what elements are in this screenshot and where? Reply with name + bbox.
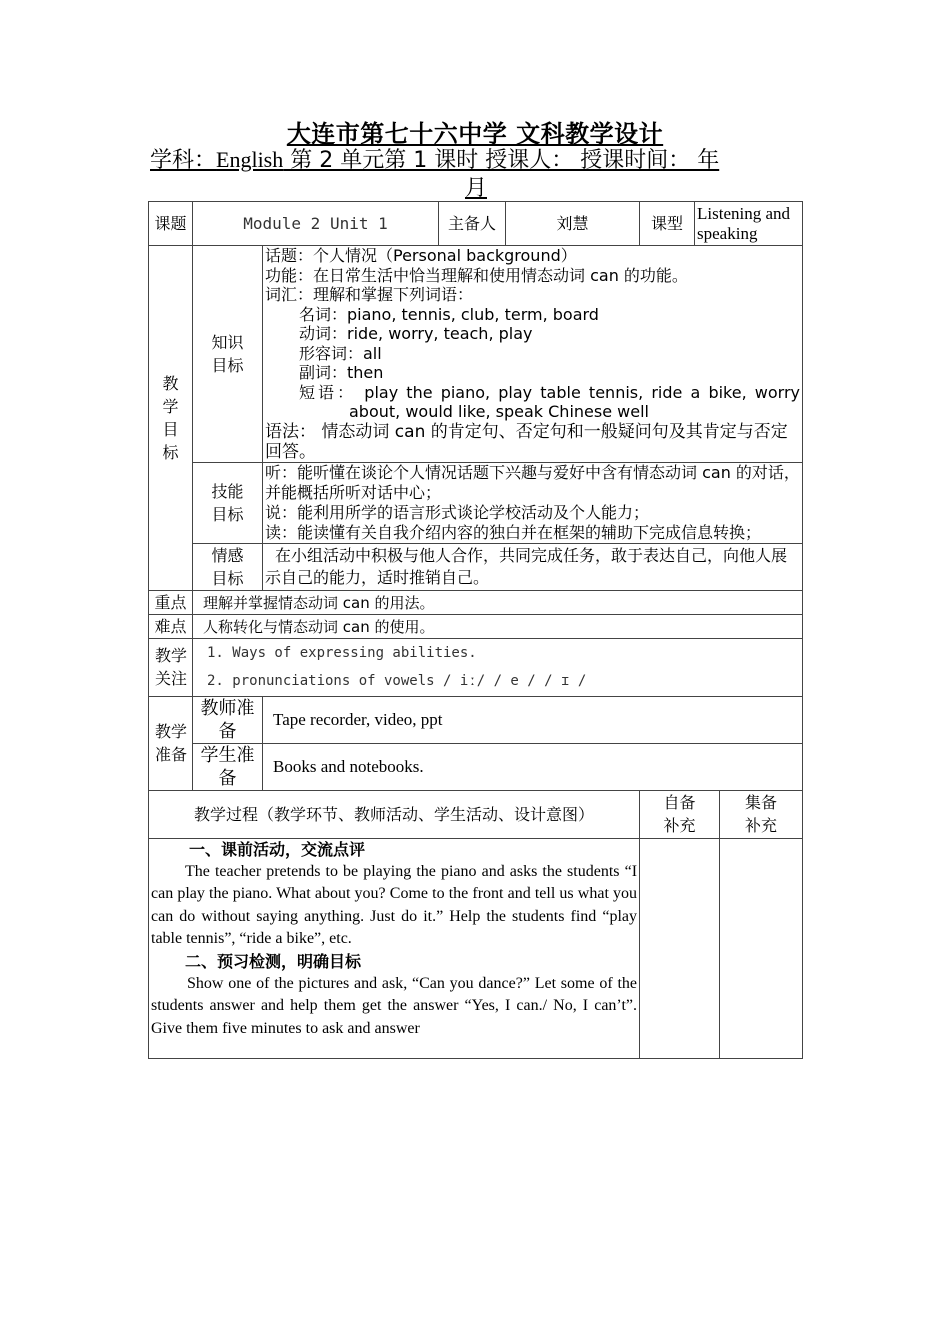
knowledge-adjectives: 形容词：all xyxy=(299,343,382,363)
self-supplement-label: 自备补充 xyxy=(640,790,720,838)
knowledge-grammar: 语法： 情态动词 can 的肯定句、否定句和一般疑问句及其肯定与否定回答。 xyxy=(265,421,788,462)
knowledge-nouns: 名词：piano, tennis, club, term, board xyxy=(299,304,599,324)
preparer-value: 刘慧 xyxy=(506,202,640,246)
skill-reading: 读：能读懂有关自我介绍内容的独白并在框架的辅助下完成信息转换； xyxy=(265,522,762,542)
teaching-process-header: 教学过程（教学环节、教师活动、学生活动、设计意图） xyxy=(149,790,640,838)
lesson-plan-table xyxy=(148,201,803,1059)
knowledge-function: 功能：在日常生活中恰当理解和使用情态动词 can 的功能。 xyxy=(265,265,688,285)
subtitle-unit-lesson: 第 2 单元第 1 课时 授课人： 授课时间： 年 xyxy=(283,148,720,173)
process-section-1-title: 一、课前活动，交流点评 xyxy=(189,839,366,859)
subtitle-subject: English xyxy=(216,147,284,172)
skill-speaking: 说：能利用所学的语言形式谈论学校活动及个人能力； xyxy=(265,502,650,522)
knowledge-topic: 话题：个人情况（Personal background） xyxy=(265,246,577,265)
student-prep-label: 学生准备 xyxy=(193,743,263,790)
key-point-content: 理解并掌握情态动词 can 的用法。 xyxy=(193,590,803,614)
teaching-focus-content xyxy=(193,638,803,696)
subtitle-subject-label: 学科： xyxy=(150,148,217,173)
knowledge-phrases: 短语： play the piano, play table tennis, ride a bike, worry about, would like, speak Chinese well xyxy=(299,382,801,421)
self-supplement-cell xyxy=(640,838,720,1058)
group-supplement-cell xyxy=(720,838,803,1058)
knowledge-adverbs: 副词：then xyxy=(299,363,384,382)
document-title: 大连市第七十六中学 文科教学设计 xyxy=(286,120,664,148)
knowledge-objective-content xyxy=(263,246,803,463)
lesson-type-value: Listening and speaking xyxy=(695,202,803,246)
group-supplement-label: 集备补充 xyxy=(720,790,803,838)
key-point-label: 重点 xyxy=(149,590,193,614)
topic-value: Module 2 Unit 1 xyxy=(193,202,439,246)
knowledge-verbs: 动词：ride, worry, teach, play xyxy=(299,324,533,343)
subtitle-month: 月 xyxy=(464,176,487,201)
difficulty-label: 难点 xyxy=(149,614,193,638)
lesson-type-label: 课型 xyxy=(640,202,695,246)
teaching-objectives-label: 教学目标 xyxy=(149,246,193,591)
teaching-process-content xyxy=(149,838,640,1058)
student-prep-value: Books and notebooks. xyxy=(263,743,803,790)
focus-item-1: 1. Ways of expressing abilities. xyxy=(207,645,477,661)
focus-item-2: 2. pronunciations of vowels / iː/ / e / / ɪ / xyxy=(207,673,587,689)
skill-objective-label: 技能目标 xyxy=(193,462,263,543)
process-section-2-text: Show one of the pictures and ask, “Can you dance?” Let some of the students answer and help them get the answer “Yes, I can./ No, I can’t”. Give them five minutes to ask and answer xyxy=(151,974,638,1037)
knowledge-vocabulary: 词汇：理解和掌握下列词语： xyxy=(265,285,474,304)
emotion-objective-label: 情感目标 xyxy=(193,543,263,590)
process-section-1-text: The teacher pretends to be playing the piano and asks the students “I can play the piano. What about you? Come to the front and tell us what you can do without saying anything. Just do it.” Help the students find “play table tennis”, “ride a bike”, etc. xyxy=(151,862,638,948)
knowledge-objective-label: 知识目标 xyxy=(193,246,263,463)
difficulty-content: 人称转化与情态动词 can 的使用。 xyxy=(193,614,803,638)
teacher-prep-value: Tape recorder, video, ppt xyxy=(263,696,803,743)
topic-label: 课题 xyxy=(149,202,193,246)
teacher-prep-label: 教师准备 xyxy=(193,696,263,743)
skill-objective-content xyxy=(263,462,803,543)
teaching-preparation-label: 教学准备 xyxy=(149,696,193,790)
process-section-2-title: 二、预习检测，明确目标 xyxy=(185,951,362,971)
emotion-objective-content: 在小组活动中积极与他人合作，共同完成任务，敢于表达自己，向他人展示自己的能力，适时推销自己。 xyxy=(263,543,803,590)
preparer-label: 主备人 xyxy=(439,202,506,246)
teaching-focus-label: 教学关注 xyxy=(149,638,193,696)
skill-listening: 听：能听懂在谈论个人情况话题下兴趣与爱好中含有情态动词 can 的对话，并能概括所听对话中心； xyxy=(265,462,800,502)
document-subtitle xyxy=(150,146,802,203)
